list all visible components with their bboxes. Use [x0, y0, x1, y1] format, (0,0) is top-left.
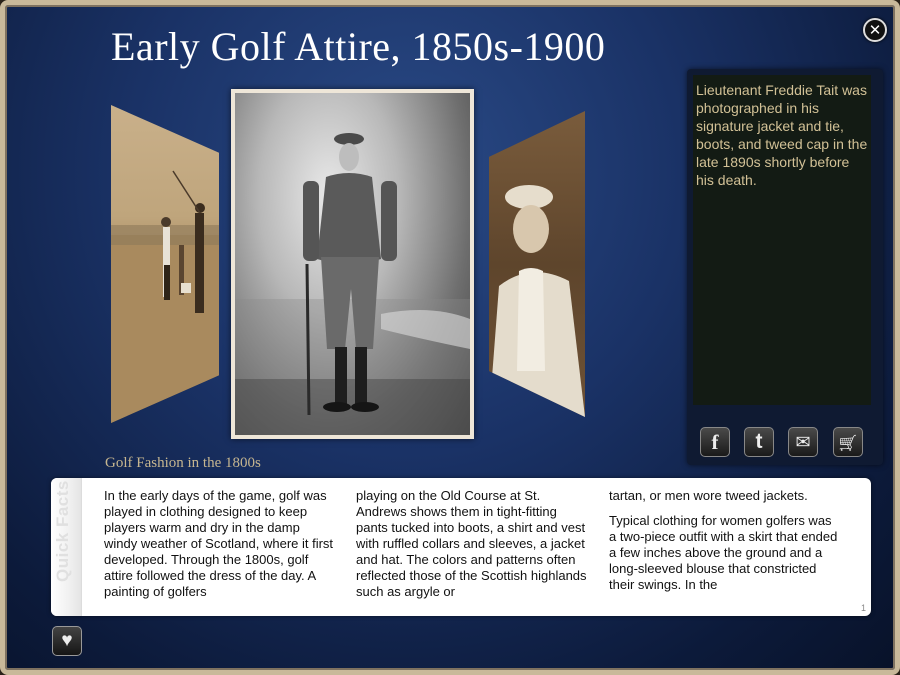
twitter-button[interactable] — [744, 427, 774, 457]
text-column-1 — [104, 488, 336, 609]
section-label: Golf Fashion in the 1800s — [105, 455, 261, 471]
caption-box — [693, 75, 871, 405]
close-icon: ✕ — [868, 22, 882, 39]
facebook-button[interactable] — [700, 427, 730, 457]
page-number: 1 — [860, 603, 866, 613]
text-column-2 — [356, 488, 588, 609]
text-panel — [51, 478, 871, 616]
golfers-illustration — [111, 105, 219, 423]
heart-icon: ♥ — [61, 630, 73, 651]
photo-freddie-tait[interactable] — [231, 89, 474, 439]
text-column-3 — [609, 488, 841, 602]
email-icon: ✉ — [795, 432, 811, 452]
photo-caption: Lieutenant Freddie Tait was photographed in his signature jacket and tie, boots, and tweed cap in the late 1890s shortly before his death. — [696, 82, 868, 188]
cart-icon: 🛒 — [838, 435, 858, 452]
email-button[interactable] — [788, 427, 818, 457]
caption-panel — [687, 69, 883, 465]
close-button[interactable] — [863, 18, 887, 42]
paragraph: Typical clothing for women golfers was a two-piece outfit with a skirt that ended a few inches above the ground and a long-sleeved blouse that constricted their swings. In the — [609, 513, 838, 592]
woman-illustration — [489, 111, 585, 417]
paragraph: playing on the Old Course at St. Andrews shows them in tight-fitting pants tucked into boots, a shirt and vest with ruffled collars and sleeves, a jacket and hat. The colors and patterns often reflected those of the Scottish highlands such as argyle or — [356, 488, 587, 599]
twitter-icon: t — [755, 430, 763, 453]
cart-button[interactable] — [833, 427, 863, 457]
facebook-icon: f — [711, 430, 719, 454]
portrait-illustration — [231, 89, 474, 439]
quick-facts-tab[interactable] — [51, 478, 82, 616]
page-title: Early Golf Attire, 1850s-1900 — [111, 24, 606, 69]
photo-golfers[interactable] — [111, 105, 219, 423]
paragraph: tartan, or men wore tweed jackets. — [609, 488, 808, 503]
paragraph: In the early days of the game, golf was played in clothing designed to keep players warm and dry in the damp windy weather of Scotland, where it first developed. Through the 1800s, golf attire followed the dress of the day. A painting of golfers — [104, 488, 334, 599]
quick-facts-label: Quick Facts — [53, 480, 72, 582]
photo-woman-golfer[interactable] — [489, 111, 585, 417]
favorite-button[interactable] — [52, 626, 82, 656]
